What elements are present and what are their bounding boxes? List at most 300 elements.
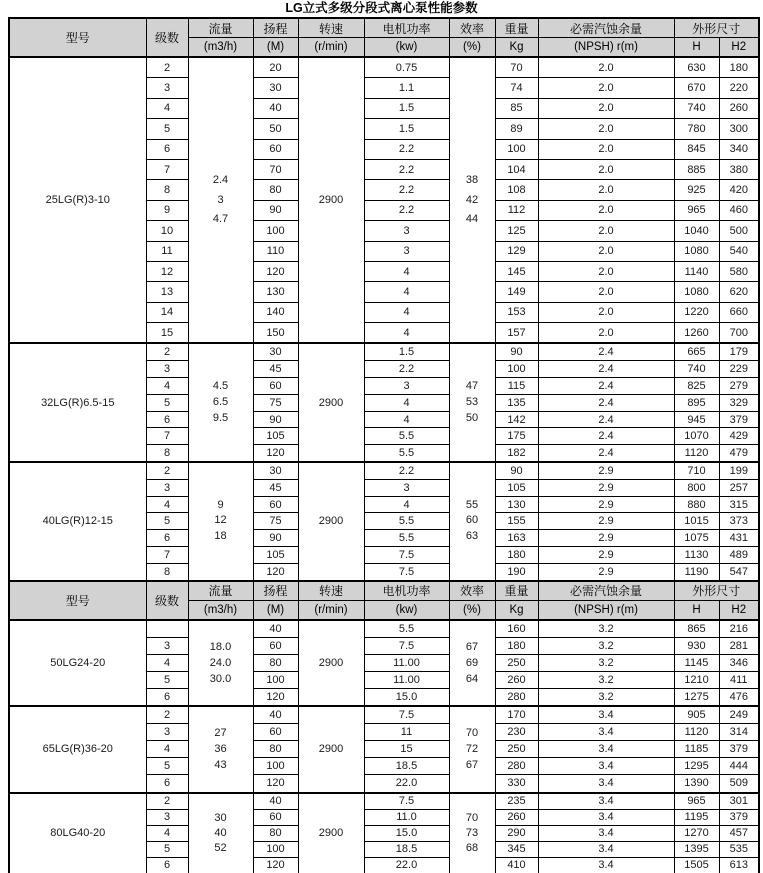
weight-cell: 180 [495,637,538,654]
header-h2: H2 [719,600,759,620]
weight-cell: 100 [495,361,538,378]
weight-cell: 125 [495,221,538,241]
h-cell: 1120 [674,723,719,740]
efficiency-cell-value: 73 [465,826,479,839]
header-npsh-unit: (NPSH) r(m) [538,600,674,620]
flow-cell-value: 52 [214,841,227,854]
table-row [9,706,759,724]
h-cell: 845 [674,139,719,159]
efficiency-cell-value: 47 [465,380,479,393]
h-cell: 965 [674,793,719,810]
h-cell: 880 [674,496,719,513]
efficiency-cell-value: 42 [465,193,479,206]
weight-cell: 112 [495,200,538,220]
h2-cell: 379 [719,411,759,428]
model-cell: 65LG(R)36-20 [9,706,146,793]
model-cell: 32LG(R)6.5-15 [9,343,146,462]
power-cell: 18.5 [364,841,449,857]
head-cell: 90 [253,200,298,220]
flow-cell-value: 2.4 [212,174,229,187]
power-cell: 22.0 [364,857,449,873]
head-cell: 120 [253,261,298,281]
head-cell: 120 [253,563,298,580]
flow-cell-value: 9.5 [212,411,229,424]
power-cell: 11.00 [364,654,449,671]
head-cell: 60 [253,809,298,825]
h2-cell: 535 [719,841,759,857]
weight-cell: 175 [495,428,538,445]
header-speed-unit: (r/min) [298,38,364,58]
weight-cell: 330 [495,775,538,793]
h2-cell: 199 [719,462,759,479]
power-cell: 4 [364,411,449,428]
h-cell: 865 [674,620,719,638]
h-cell: 1080 [674,241,719,261]
stages-cell: 3 [146,723,188,740]
stages-cell: 8 [146,445,188,462]
npsh-cell: 2.4 [538,343,674,360]
flow-cell-value: 36 [214,742,227,755]
efficiency-cell-value: 63 [465,530,479,543]
flow-cell [188,793,253,873]
h-cell: 895 [674,394,719,411]
head-cell: 80 [253,180,298,200]
head-cell: 60 [253,378,298,395]
npsh-cell: 3.2 [538,654,674,671]
speed-cell: 2900 [298,57,364,343]
power-cell: 15.0 [364,688,449,706]
weight-cell: 180 [495,547,538,564]
h2-cell: 489 [719,547,759,564]
weight-cell: 182 [495,445,538,462]
head-cell: 100 [253,671,298,688]
npsh-cell: 2.9 [538,513,674,530]
flow-cell-value: 12 [214,514,227,527]
model-cell: 25LG(R)3-10 [9,57,146,343]
flow-cell [188,620,253,706]
h-cell: 1195 [674,809,719,825]
header-flow-unit: (m3/h) [188,38,253,58]
power-cell: 2.2 [364,159,449,179]
header-npsh: 必需汽蚀余量 [538,18,674,38]
stages-cell: 6 [146,857,188,873]
npsh-cell: 2.9 [538,547,674,564]
power-cell: 15.0 [364,825,449,841]
h-cell: 1390 [674,775,719,793]
h-cell: 1395 [674,841,719,857]
npsh-cell: 3.4 [538,857,674,873]
npsh-cell: 2.4 [538,361,674,378]
power-cell: 7.5 [364,563,449,580]
head-cell: 60 [253,139,298,159]
npsh-cell: 2.0 [538,159,674,179]
power-cell: 1.5 [364,119,449,139]
h-cell: 630 [674,57,719,78]
h2-cell: 281 [719,637,759,654]
efficiency-cell-value: 69 [465,656,479,669]
stages-cell: 6 [146,139,188,159]
stages-cell: 5 [146,758,188,775]
stages-cell: 2 [146,462,188,479]
npsh-cell: 2.0 [538,98,674,118]
head-cell: 150 [253,323,298,344]
stages-cell: 6 [146,411,188,428]
table-row [9,793,759,810]
flow-cell-value: 4.7 [212,212,229,225]
weight-cell: 142 [495,411,538,428]
power-cell: 4 [364,496,449,513]
stages-cell: 2 [146,793,188,810]
h-cell: 825 [674,378,719,395]
h2-cell: 620 [719,282,759,302]
head-cell: 30 [253,462,298,479]
h-cell: 885 [674,159,719,179]
power-cell: 5.5 [364,513,449,530]
header-stages: 级数 [146,18,188,57]
efficiency-cell [449,706,495,793]
stages-cell: 3 [146,361,188,378]
npsh-cell: 2.9 [538,530,674,547]
h-cell: 1130 [674,547,719,564]
weight-cell: 100 [495,139,538,159]
head-cell: 30 [253,343,298,360]
head-cell: 20 [253,57,298,78]
header-npsh-unit: (NPSH) r(m) [538,38,674,58]
head-cell: 80 [253,654,298,671]
efficiency-cell-value: 68 [465,841,479,854]
header-flow-unit: (m3/h) [188,600,253,620]
power-cell: 11.0 [364,809,449,825]
head-cell: 40 [253,793,298,810]
h2-cell: 301 [719,793,759,810]
h2-cell: 180 [719,57,759,78]
stages-cell: 3 [146,479,188,496]
flow-cell-value: 6.5 [212,395,229,408]
weight-cell: 235 [495,793,538,810]
stages-cell: 9 [146,200,188,220]
power-cell: 15 [364,741,449,758]
h-cell: 1275 [674,688,719,706]
header-h: H [674,600,719,620]
npsh-cell: 3.2 [538,688,674,706]
efficiency-cell-value: 53 [465,395,479,408]
stages-cell: 7 [146,547,188,564]
head-cell: 120 [253,445,298,462]
power-cell: 4 [364,302,449,322]
power-cell: 0.75 [364,57,449,78]
head-cell: 75 [253,513,298,530]
npsh-cell: 3.2 [538,620,674,638]
efficiency-cell-value: 70 [465,726,479,739]
weight-cell: 115 [495,378,538,395]
efficiency-cell-value: 67 [465,759,479,772]
flow-cell-value: 18.0 [209,640,232,653]
flow-cell [188,343,253,462]
efficiency-cell-value: 72 [465,742,479,755]
power-cell: 22.0 [364,775,449,793]
stages-cell: 4 [146,741,188,758]
head-cell: 45 [253,361,298,378]
header-power-unit: (kw) [364,600,449,620]
h-cell: 1190 [674,563,719,580]
stages-cell: 8 [146,180,188,200]
h-cell: 965 [674,200,719,220]
header-efficiency-unit: (%) [449,600,495,620]
header-weight-unit: Kg [495,38,538,58]
weight-cell: 157 [495,323,538,344]
header-dimensions: 外形尺寸 [674,581,759,601]
h-cell: 1295 [674,758,719,775]
head-cell: 80 [253,741,298,758]
h2-cell: 540 [719,241,759,261]
weight-cell: 135 [495,394,538,411]
head-cell: 60 [253,723,298,740]
h2-cell: 380 [719,159,759,179]
header-weight-unit: Kg [495,600,538,620]
header-model: 型号 [9,18,146,57]
flow-cell-value: 40 [214,826,227,839]
power-cell: 18.5 [364,758,449,775]
header-row [9,581,759,601]
weight-cell: 280 [495,758,538,775]
header-weight: 重量 [495,581,538,601]
stages-cell: 15 [146,323,188,344]
header-efficiency: 效率 [449,18,495,38]
h2-cell: 379 [719,741,759,758]
h2-cell: 279 [719,378,759,395]
header-flow: 流量 [188,581,253,601]
weight-cell: 145 [495,261,538,281]
npsh-cell: 2.4 [538,428,674,445]
h2-cell: 220 [719,78,759,98]
h2-cell: 257 [719,479,759,496]
weight-cell: 230 [495,723,538,740]
npsh-cell: 3.4 [538,741,674,758]
efficiency-cell [449,620,495,706]
npsh-cell: 2.0 [538,282,674,302]
stages-cell: 4 [146,378,188,395]
flow-cell-value: 43 [214,759,227,772]
power-cell: 2.2 [364,462,449,479]
h2-cell: 500 [719,221,759,241]
speed-cell: 2900 [298,462,364,581]
h2-cell: 547 [719,563,759,580]
h-cell: 925 [674,180,719,200]
h-cell: 1015 [674,513,719,530]
weight-cell: 280 [495,688,538,706]
h-cell: 800 [674,479,719,496]
h2-cell: 420 [719,180,759,200]
h-cell: 780 [674,119,719,139]
flow-cell-value: 3 [217,193,224,206]
weight-cell: 105 [495,479,538,496]
h-cell: 1120 [674,445,719,462]
power-cell: 4 [364,394,449,411]
flow-cell-value: 27 [214,726,227,739]
stages-cell: 5 [146,513,188,530]
power-cell: 11.00 [364,671,449,688]
efficiency-cell [449,793,495,873]
speed-cell: 2900 [298,620,364,706]
weight-cell: 345 [495,841,538,857]
power-cell: 2.2 [364,361,449,378]
head-cell: 110 [253,241,298,261]
weight-cell: 260 [495,671,538,688]
stages-cell: 4 [146,654,188,671]
page-title: LG立式多级分段式离心泵性能参数 [285,1,478,15]
h2-cell: 613 [719,857,759,873]
table-row [9,343,759,360]
stages-cell: 5 [146,394,188,411]
h-cell: 1075 [674,530,719,547]
table-row [9,462,759,479]
power-cell: 3 [364,479,449,496]
head-cell: 120 [253,775,298,793]
head-cell: 80 [253,825,298,841]
npsh-cell: 2.9 [538,496,674,513]
head-cell: 120 [253,857,298,873]
head-cell: 60 [253,496,298,513]
h-cell: 665 [674,343,719,360]
weight-cell: 250 [495,741,538,758]
head-cell: 40 [253,620,298,638]
npsh-cell: 2.4 [538,411,674,428]
power-cell: 11 [364,723,449,740]
h2-cell: 509 [719,775,759,793]
stages-cell [146,620,188,638]
h2-cell: 460 [719,200,759,220]
h2-cell: 329 [719,394,759,411]
efficiency-cell-value: 70 [465,811,479,824]
head-cell: 30 [253,78,298,98]
flow-cell [188,462,253,581]
efficiency-cell-value: 38 [465,174,479,187]
h-cell: 930 [674,637,719,654]
h2-cell: 476 [719,688,759,706]
flow-cell-value: 4.5 [212,380,229,393]
power-cell: 1.5 [364,343,449,360]
weight-cell: 290 [495,825,538,841]
weight-cell: 160 [495,620,538,638]
h-cell: 740 [674,361,719,378]
head-cell: 100 [253,841,298,857]
stages-cell: 4 [146,496,188,513]
h2-cell: 300 [719,119,759,139]
model-cell: 80LG40-20 [9,793,146,873]
h2-cell: 229 [719,361,759,378]
flow-cell-value: 9 [217,498,224,511]
power-cell: 7.5 [364,706,449,724]
stages-cell: 7 [146,428,188,445]
npsh-cell: 2.0 [538,261,674,281]
weight-cell: 108 [495,180,538,200]
h2-cell: 249 [719,706,759,724]
weight-cell: 250 [495,654,538,671]
header-row [9,18,759,38]
table-row [9,620,759,638]
npsh-cell: 3.2 [538,671,674,688]
power-cell: 4 [364,323,449,344]
header-dimensions: 外形尺寸 [674,18,759,38]
npsh-cell: 2.9 [538,563,674,580]
npsh-cell: 2.4 [538,445,674,462]
power-cell: 5.5 [364,428,449,445]
flow-cell-value: 18 [214,530,227,543]
pump-performance-table [8,17,760,873]
stages-cell: 2 [146,343,188,360]
table-row [9,57,759,78]
flow-cell-value: 30.0 [209,672,232,685]
header-power: 电机功率 [364,18,449,38]
weight-cell: 260 [495,809,538,825]
head-cell: 120 [253,688,298,706]
stages-cell: 7 [146,159,188,179]
speed-cell: 2900 [298,343,364,462]
head-cell: 40 [253,98,298,118]
stages-cell: 5 [146,119,188,139]
weight-cell: 90 [495,462,538,479]
head-cell: 60 [253,637,298,654]
h2-cell: 700 [719,323,759,344]
npsh-cell: 2.9 [538,479,674,496]
npsh-cell: 3.4 [538,809,674,825]
npsh-cell: 2.0 [538,119,674,139]
power-cell: 3 [364,378,449,395]
stages-cell: 11 [146,241,188,261]
flow-cell [188,57,253,343]
power-cell: 5.5 [364,445,449,462]
header-head: 扬程 [253,18,298,38]
speed-cell: 2900 [298,706,364,793]
npsh-cell: 2.0 [538,78,674,98]
npsh-cell: 3.4 [538,793,674,810]
h-cell: 1210 [674,671,719,688]
power-cell: 5.5 [364,530,449,547]
efficiency-cell-value: 60 [465,514,479,527]
h2-cell: 379 [719,809,759,825]
stages-cell: 2 [146,706,188,724]
efficiency-cell-value: 50 [465,411,479,424]
power-cell: 2.2 [364,180,449,200]
h-cell: 1260 [674,323,719,344]
power-cell: 7.5 [364,793,449,810]
h2-cell: 411 [719,671,759,688]
speed-cell: 2900 [298,793,364,873]
flow-cell-value: 24.0 [209,656,232,669]
npsh-cell: 2.4 [538,394,674,411]
stages-cell: 3 [146,78,188,98]
npsh-cell: 2.0 [538,221,674,241]
h-cell: 1220 [674,302,719,322]
header-model: 型号 [9,581,146,620]
stages-cell: 5 [146,841,188,857]
power-cell: 4 [364,282,449,302]
h2-cell: 216 [719,620,759,638]
efficiency-cell [449,462,495,581]
h-cell: 1070 [674,428,719,445]
stages-cell: 10 [146,221,188,241]
flow-cell-value: 30 [214,811,227,824]
efficiency-cell [449,343,495,462]
h-cell: 740 [674,98,719,118]
head-cell: 100 [253,221,298,241]
npsh-cell: 2.0 [538,57,674,78]
power-cell: 2.2 [364,139,449,159]
head-cell: 50 [253,119,298,139]
npsh-cell: 2.0 [538,200,674,220]
header-efficiency: 效率 [449,581,495,601]
head-cell: 40 [253,706,298,724]
